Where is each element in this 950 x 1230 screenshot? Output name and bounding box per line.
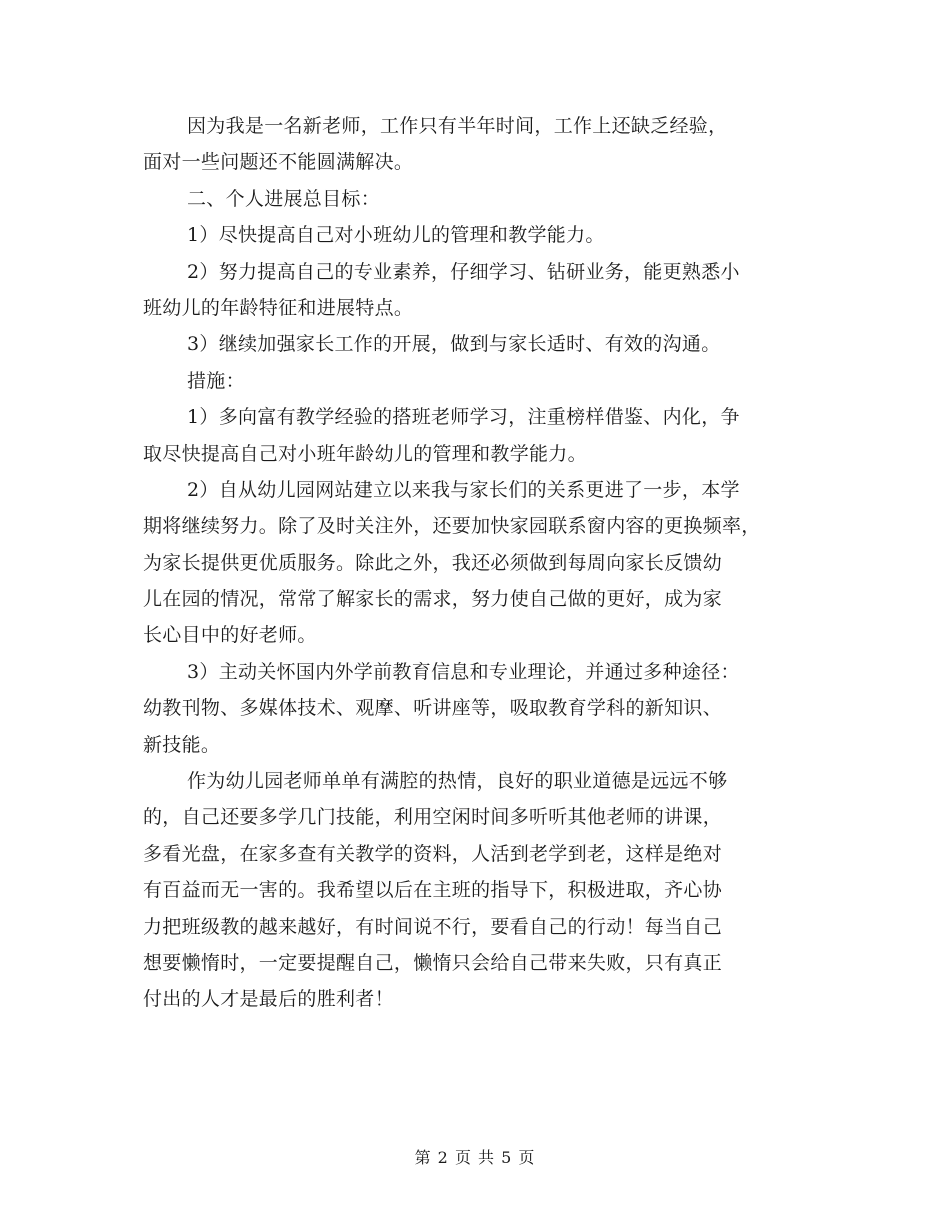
text-line: 因为我是一名新老师，工作只有半年时间，工作上还缺乏经验， <box>187 115 728 137</box>
text-line: 作为幼儿园老师单单有满腔的热情，良好的职业道德是远远不够 <box>187 770 728 793</box>
text-line: 有百益而无一害的。我希望以后在主班的指导下，积极进取，齐心协 <box>143 879 723 902</box>
text-line: 力把班级教的越来越好，有时间说不行，要看自己的行动！每当自己 <box>143 915 723 938</box>
text-line: 多看光盘，在家多查有关教学的资料，人活到老学到老，这样是绝对 <box>143 842 723 865</box>
text-line: 的，自己还要多学几门技能，利用空闲时间多听听其他老师的讲课， <box>143 806 723 829</box>
page-number-footer: 第 2 页 共 5 页 <box>414 1148 536 1167</box>
text-line: 为家长提供更优质服务。除此之外，我还必须做到每周向家长反馈幼 <box>143 551 723 574</box>
text-line: 措施： <box>187 369 245 392</box>
text-line: 取尽快提高自己对小班年龄幼儿的管理和教学能力。 <box>143 442 587 465</box>
text-line: 想要懒惰时，一定要提醒自己，懒惰只会给自己带来失败，只有真正 <box>143 951 723 974</box>
text-line: 二、个人进展总目标： <box>187 187 381 210</box>
text-line: 新技能。 <box>143 733 221 756</box>
text-line: 班幼儿的年龄特征和进展特点。 <box>143 296 414 319</box>
document-body <box>143 108 815 1018</box>
text-line: 付出的人才是最后的胜利者！ <box>143 988 394 1011</box>
text-line: 1）尽快提高自己对小班幼儿的管理和教学能力。 <box>187 224 605 247</box>
text-line: 幼教刊物、多媒体技术、观摩、听讲座等，吸取教育学科的新知识、 <box>143 697 723 720</box>
text-line: 3）主动关怀国内外学前教育信息和专业理论，并通过多种途径： <box>187 660 740 683</box>
text-line: 长心目中的好老师。 <box>143 624 317 647</box>
text-line: 2）努力提高自己的专业素养，仔细学习、钻研业务，能更熟悉小 <box>187 260 740 283</box>
text-line: 2）自从幼儿园网站建立以来我与家长们的关系更进了一步，本学 <box>187 478 740 501</box>
text-line: 面对一些问题还不能圆满解决。 <box>143 151 414 174</box>
text-line: 1）多向富有教学经验的搭班老师学习，注重榜样借鉴、内化，争 <box>187 406 740 429</box>
text-line: 儿在园的情况，常常了解家长的需求，努力使自己做的更好，成为家 <box>143 588 723 611</box>
text-line: 期将继续努力。除了及时关注外，还要加快家园联系窗内容的更换频率， <box>143 515 761 538</box>
text-line: 3）继续加强家长工作的开展，做到与家长适时、有效的沟通。 <box>187 333 721 356</box>
